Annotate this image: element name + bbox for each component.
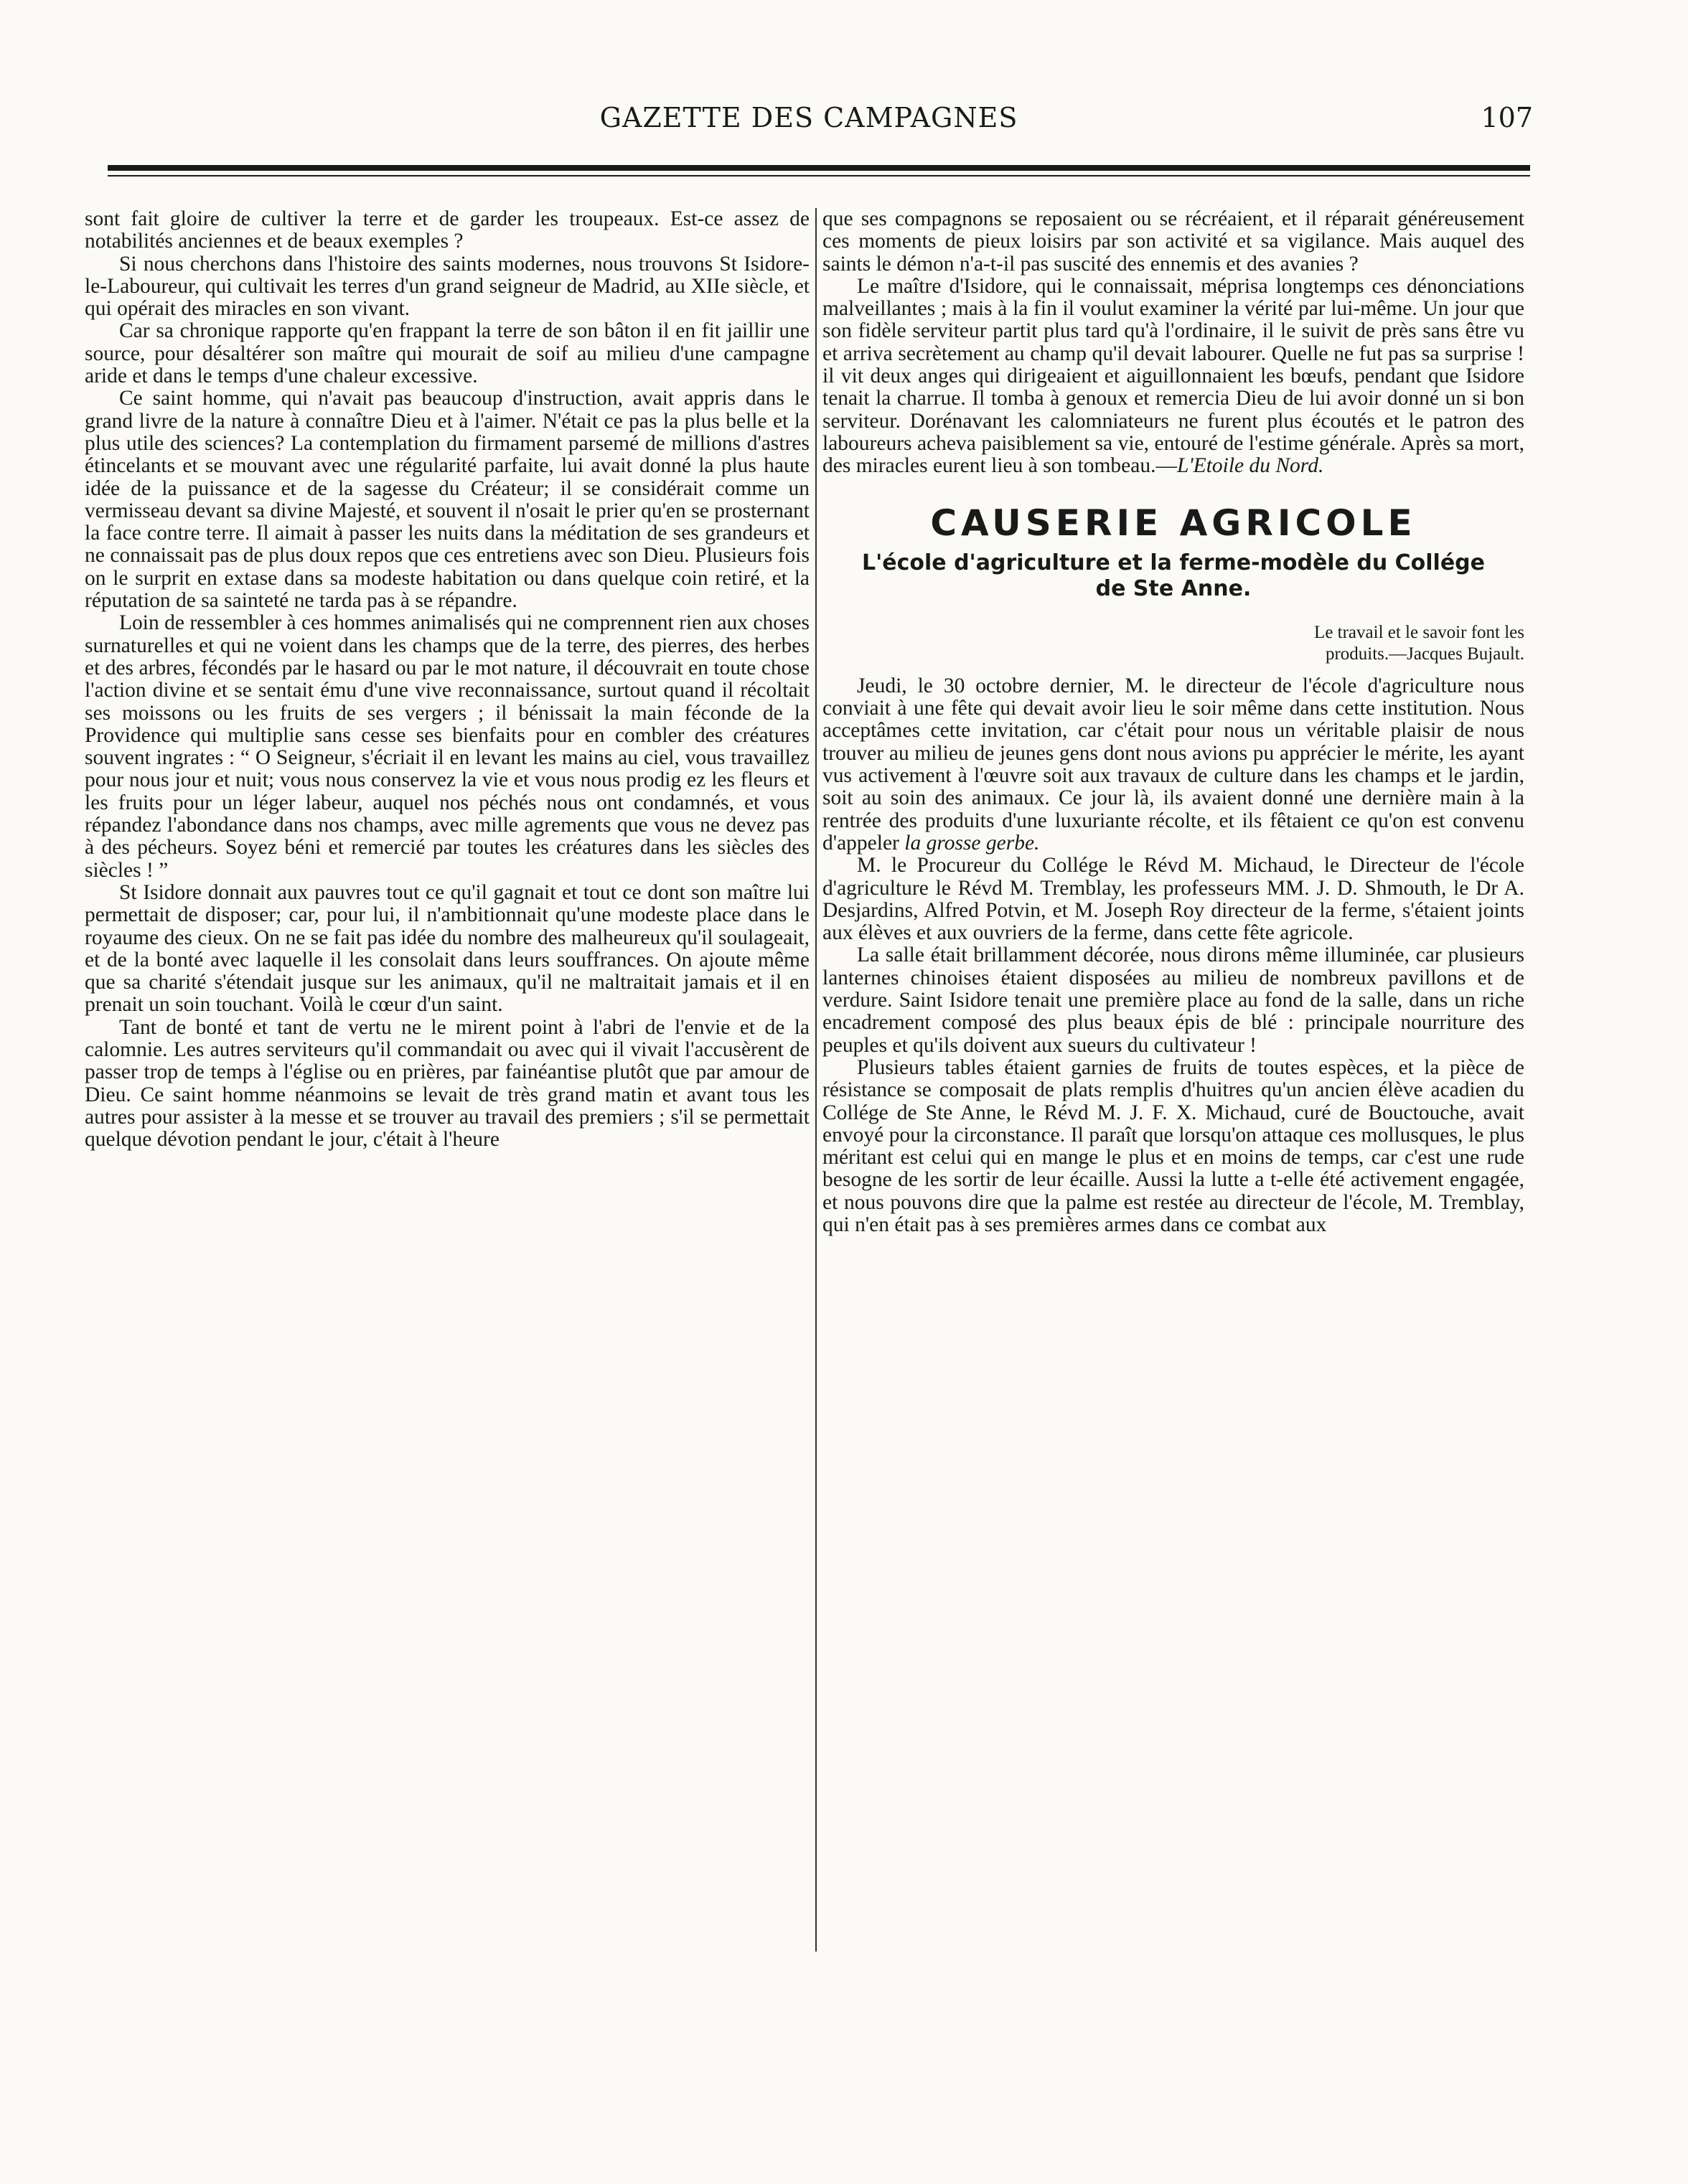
paragraph: sont fait gloire de cultiver la terre et de garder les troupeaux. Est-ce assez de notabilités anciennes et de beaux exemples ? xyxy=(85,207,810,253)
paragraph: Plusieurs tables étaient garnies de fruits de toutes espèces, et la pièce de résistance se composait de plats remplis d'huitres qu'un ancien élève acadien du Collége de Ste Anne, le Révd M. J. F. X. Michaud, curé de Bouctouche, avait envoyé pour la circonstance. Il paraît que lorsqu'on attaque ces mollusques, le plus méritant est celui qui en mange le plus et en moins de temps, car c'est une rude besogne de les sortir de leur écaille. Aussi la lutte a t-elle été activement engagée, et nous pouvons dire que la palme est restée au directeur de l'école, M. Tremblay, qui n'en était pas à ses premières armes dans ce combat aux xyxy=(822,1055,1524,1236)
page-number: 107 xyxy=(1481,102,1533,133)
header-rule-thick xyxy=(108,165,1530,171)
paragraph: M. le Procureur du Collége le Révd M. Michaud, le Directeur de l'école d'agriculture le Révd M. Tremblay, les professeurs MM. J. D. Shmouth, le Dr A. Desjardins, Alfred Potvin, et M. Joseph Roy directeur de la ferme, s'étaient joints aux élèves et aux ouvriers de la ferme, dans cette fête agricole. xyxy=(822,854,1524,945)
epigraph xyxy=(822,622,1524,665)
paragraph: Tant de bonté et tant de vertu ne le mirent point à l'abri de l'envie et de la calomnie. Les autres serviteurs qu'il commandait ou avec qui il vivait l'accusèrent de passer trop de temps à l'église ou en prières, par fainéantise plutôt que par amour de Dieu. Ce saint homme néanmoins se levait de très grand matin et avant tous les autres pour assister à la messe et se trouver au travail des premiers ; s'il se permettait quelque dévotion pendant le jour, c'était à l'heure xyxy=(85,1015,810,1152)
epigraph-line: Le travail et le savoir font les xyxy=(1314,622,1524,642)
right-column xyxy=(822,208,1524,1236)
paragraph: Loin de ressembler à ces hommes animalisés qui ne comprennent rien aux choses surnaturelles et qui ne voient dans les champs que de la terre, des pierres, des herbes et des arbres, fécondés par le hasard ou par le mot nature, il découvrait en toute chose l'action divine et se sentait ému d'une vive reconnaissance, surtout quand il récoltait ses moissons ou les fruits de ses vergers ; il bénissait la main féconde de la Providence qui multiplie sans cesse ses bienfaits pour en combler des créatures souvent ingrates : “ O Seigneur, s'écriait il en levant les mains au ciel, vous travaillez pour nous jour et nuit; vous nous conservez la vie et vous nous prodig ez les fleurs et les fruits pour un léger labeur, auquel nos péchés nous ont condamnés, et vous répandez l'abondance dans nos champs, avec mille agrements que vous ne devez pas à des pécheurs. Soyez béni et remercié par toutes les créatures dans les siècles des siècles ! ” xyxy=(85,611,810,882)
section-subtitle: L'école d'agriculture et la ferme-modèle du Collége de Ste Anne. xyxy=(861,550,1486,601)
paragraph xyxy=(822,675,1524,855)
running-title: GAZETTE DES CAMPAGNES xyxy=(599,102,1018,133)
paragraph: Car sa chronique rapporte qu'en frappant la terre de son bâton il en fit jaillir une source, pour désaltérer son maître qui mourait de soif au milieu d'une campagne aride et dans le temps d'une chaleur excessive. xyxy=(85,319,810,388)
epigraph-line: produits.—Jacques Bujault. xyxy=(1325,644,1524,664)
paragraph: Si nous cherchons dans l'histoire des saints modernes, nous trouvons St Isidore-le-Laboureur, qui cultivait les terres d'un grand seigneur de Madrid, au XIIe siècle, et qui opérait des miracles en son vivant. xyxy=(85,252,810,321)
paragraph-text: Jeudi, le 30 octobre dernier, M. le directeur de l'école d'agriculture nous conviait à une fête qui devait avoir lieu le soir même dans cette institution. Nous acceptâmes cette invitation, car c'était pour nous un véritable plaisir de nous trouver au milieu de jeunes gens dont nous avions pu apprécier le mérite, les ayant vus activement à l'œuvre soit aux travaux de culture dans les champs et le jardin, soit au soin des animaux. Ce jour là, ils avaient donné une dernière main à la rentrée des produits d'une luxuriante récolte, et ils fêtaient ce qu'on est convenu d'appeler xyxy=(822,674,1524,855)
paragraph: Ce saint homme, qui n'avait pas beaucoup d'instruction, avait appris dans le grand livre de la nature à connaître Dieu et à l'aimer. N'était ce pas la plus belle et la plus utile des sciences? La contemplation du firmament parsemé de millions d'astres étincelants et se mouvant avec une régularité parfaite, lui avait donné la plus haute idée de la puissance et de la sagesse du Créateur; il se considérait comme un vermisseau devant sa divine Majesté, et souvent il n'osait le prier qu'en se prosternant la face contre terre. Il aimait à passer les nuits dans la méditation de ses grandeurs et ne connaissait pas de plus doux repos que ces entretiens avec son Dieu. Plusieurs fois on le surprit en extase dans sa modeste habitation ou dans quelque coin retiré, et la réputation de sa sainteté ne tarda pas à se répandre. xyxy=(85,387,810,613)
paragraph-with-credit xyxy=(822,276,1524,478)
paragraph: St Isidore donnait aux pauvres tout ce qu'il gagnait et tout ce dont son maître lui permettait de disposer; car, pour lui, il n'ambitionnait qu'une modeste place dans le royaume des cieux. On ne se fait pas idée du nombre des malheureux qu'il soulageait, et de la bonté avec laquelle il les consolait dans leurs souffrances. On ajoute même que sa charité s'étendait jusque sur les animaux, qu'il ne maltraitait jamais et il en prenait un soin touchant. Voilà le cœur d'un saint. xyxy=(85,880,810,1017)
italic-phrase: la grosse gerbe. xyxy=(904,831,1040,855)
column-divider xyxy=(815,208,817,1952)
header-rule-thin xyxy=(108,175,1530,176)
paragraph: La salle était brillamment décorée, nous dirons même illuminée, car plusieurs lanternes chinoises étaient disposées au milieu de nombreux pavillons et de verdure. Saint Isidore tenait une première place au fond de la salle, dans un riche encadrement composé des plus beaux épis de blé : principale nourriture des peuples et qu'ils doivent aux sueurs du cultivateur ! xyxy=(822,943,1524,1057)
paragraph: que ses compagnons se reposaient ou se récréaient, et il réparait généreusement ces moments de pieux loisirs par son activité et sa vigilance. Mais auquel des saints le démon n'a-t-il pas suscité des ennemis et des avanies ? xyxy=(822,207,1524,276)
section-title: CAUSERIE AGRICOLE xyxy=(930,502,1417,544)
left-column xyxy=(85,208,810,1151)
paragraph-text: Le maître d'Isidore, qui le connaissait, méprisa longtemps ces dénonciations malveillantes ; mais à la fin il voulut examiner la vérité par lui-même. Un jour que son fidèle serviteur partit plus tard qu'à l'ordinaire, il le suivit de près sans être vu et arriva secrètement au champ qu'il devait labourer. Quelle ne fut pas sa surprise ! il vit deux anges qui dirigeaient et aiguillonnaient les bœufs, pendant que Isidore tenait la charrue. Il tomba à genoux et remercia Dieu de lui avoir donné un si bon serviteur. Dorénavant les calomniateurs ne furent plus écoutés et le patron des laboureurs acheva paisiblement sa vie, entouré de l'estime générale. Après sa mort, des miracles eurent lieu à son tombeau.— xyxy=(822,274,1524,478)
source-credit: L'Etoile du Nord. xyxy=(1176,454,1324,478)
page-header xyxy=(85,102,1533,141)
